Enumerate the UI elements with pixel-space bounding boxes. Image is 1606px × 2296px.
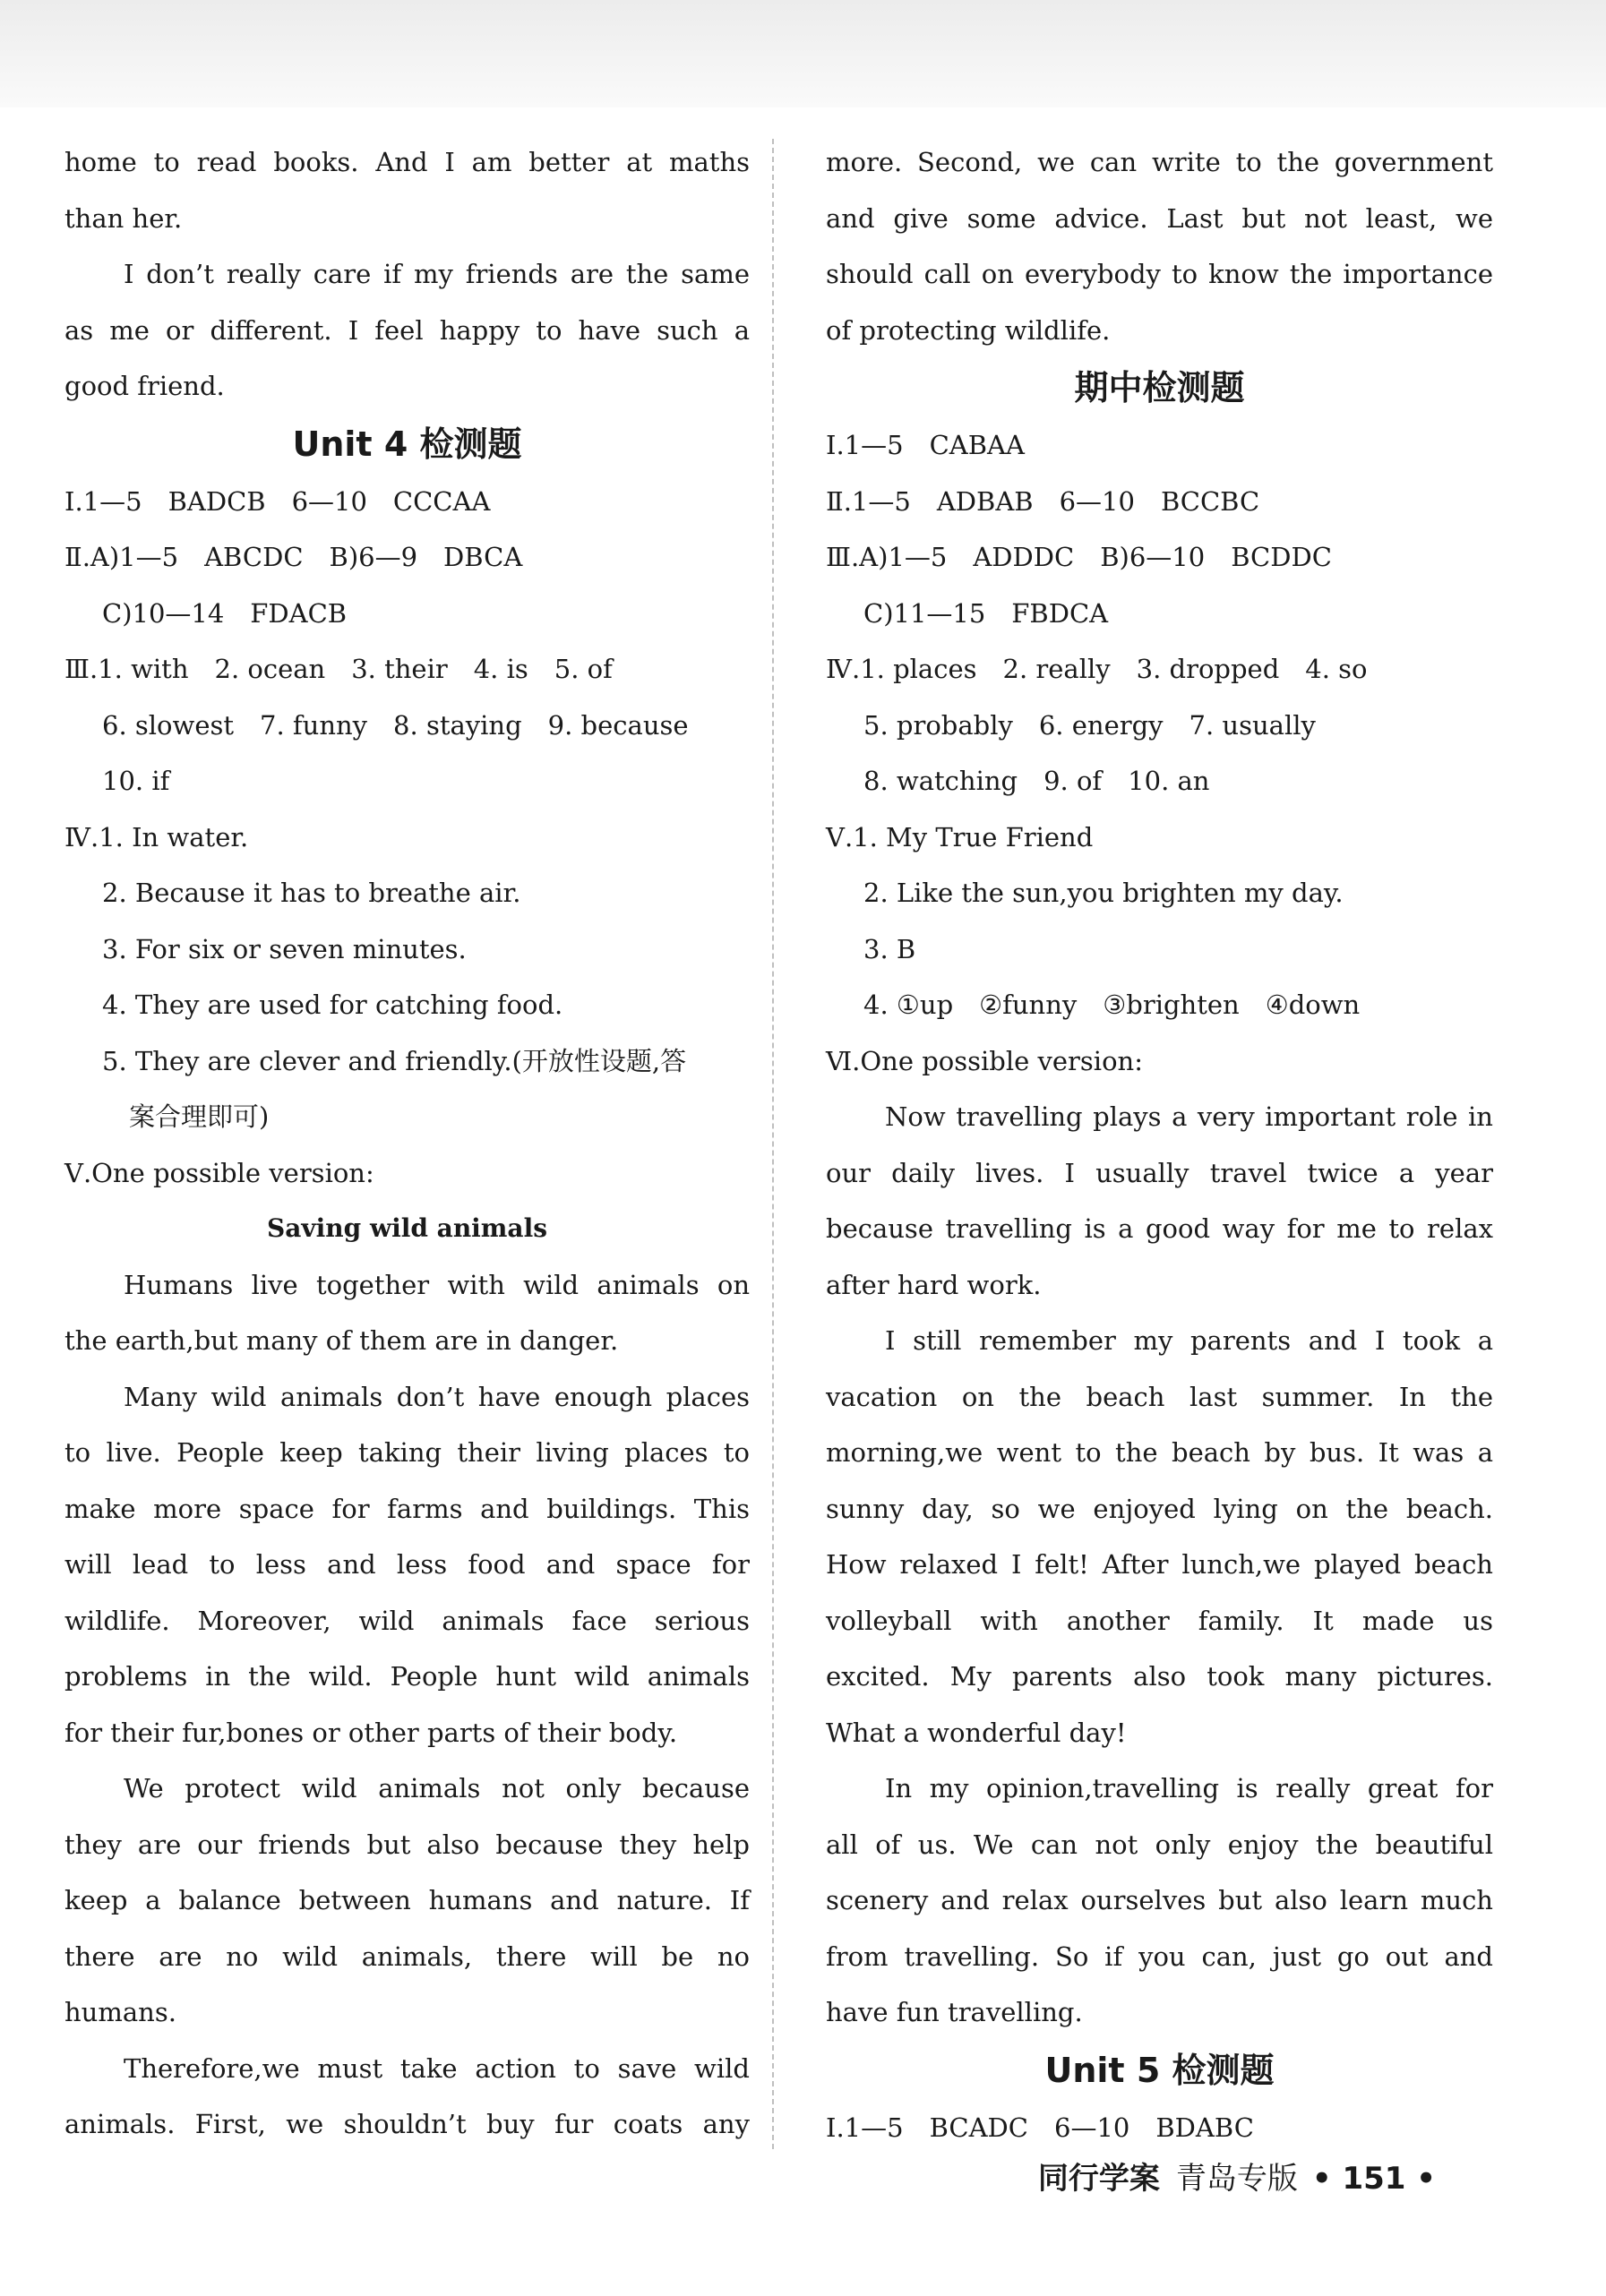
text-line: of protecting wildlife. (826, 314, 1111, 346)
essay-line: vacation on the beach last summer. In the (826, 1381, 1493, 1412)
essay-line: excited. My parents also took many pictures. (826, 1661, 1493, 1692)
essay-line: scenery and relax ourselves but also learn much (826, 1885, 1493, 1915)
essay-line: We protect wild animals not only because (124, 1773, 750, 1803)
answer-line: Ⅲ.1. with 2. ocean 3. their 4. is 5. of (64, 654, 613, 684)
answer-line: 4. ①up ②funny ③brighten ④down (863, 990, 1361, 1020)
essay-line: Many wild animals don’t have enough places (124, 1381, 750, 1412)
answer-line: C)11—15 FBDCA (863, 597, 1109, 629)
essay-line: there are no wild animals, there will be no (64, 1940, 750, 1972)
answer-line: Ⅱ.A)1—5 ABCDC B)6—9 DBCA (64, 542, 523, 572)
essay-line: our daily lives. I usually travel twice a year (826, 1157, 1493, 1188)
answer-line: Ⅴ.One possible version: (64, 1157, 374, 1188)
essay-line: they are our friends but also because they help (64, 1829, 750, 1860)
essay-line: humans. (64, 1997, 176, 2027)
answer-line: Ⅲ.A)1—5 ADDDC B)6—10 BCDDC (826, 542, 1332, 572)
answer-line: Ⅳ.1. In water. (64, 821, 249, 852)
page-top-shadow (0, 0, 1606, 107)
unit4-heading: Unit 4 检测题 (292, 424, 522, 464)
text-line: more. Second, we can write to the government (826, 147, 1493, 177)
answer-line: 2. Because it has to breathe air. (102, 878, 521, 908)
essay-line: sunny day, so we enjoyed lying on the beach. (826, 1493, 1493, 1524)
column-divider (772, 139, 776, 2149)
footer-edition: 青岛专版 (1175, 2161, 1298, 2197)
text-line: good friend. (64, 371, 225, 401)
answer-line: C)10—14 FDACB (102, 597, 348, 629)
answer-line: 8. watching 9. of 10. an (863, 766, 1210, 796)
text-line: should call on everybody to know the importance (826, 259, 1493, 289)
left-column (64, 134, 750, 2153)
answer-line: 4. They are used for catching food. (102, 990, 563, 1020)
essay-line: from travelling. So if you can, just go out and (826, 1940, 1493, 1972)
essay-line: What a wonderful day! (826, 1717, 1127, 1748)
essay-line: the earth,but many of them are in danger. (64, 1325, 619, 1356)
unit5-heading: Unit 5 检测题 (1044, 2050, 1275, 2090)
essay-line: will lead to less and less food and space for (64, 1549, 750, 1580)
answer-line: Ⅳ.1. places 2. really 3. dropped 4. so (826, 654, 1368, 684)
essay-line: Now travelling plays a very important role in (885, 1101, 1493, 1132)
text-line: I don’t really care if my friends are the same (124, 259, 750, 289)
essay-line: for their fur,bones or other parts of their body. (64, 1717, 678, 1748)
essay-line: morning,we went to the beach by bus. It was a (826, 1437, 1493, 1468)
answer-line: Ⅱ.1—5 ADBAB 6—10 BCCBC (826, 485, 1260, 517)
answer-line: Ⅰ.1—5 BCADC 6—10 BDABC (826, 2112, 1254, 2143)
essay-line: I still remember my parents and I took a (885, 1325, 1493, 1356)
essay-line: wildlife. Moreover, wild animals face serious (64, 1605, 750, 1636)
answer-line: 5. probably 6. energy 7. usually (863, 709, 1316, 741)
essay-line: In my opinion,travelling is really great for (885, 1773, 1493, 1803)
answer-line: Ⅵ.One possible version: (826, 1045, 1143, 1076)
essay-line: Therefore,we must take action to save wild (124, 2052, 750, 2084)
answer-line: 3. For six or seven minutes. (102, 933, 467, 964)
answer-line: Ⅰ.1—5 CABAA (826, 430, 1025, 460)
text-line: and give some advice. Last but not least, we (826, 202, 1493, 234)
page-number: • 151 • (1311, 2161, 1436, 2197)
essay-line: after hard work. (826, 1269, 1042, 1300)
essay-line: How relaxed I felt! After lunch,we played beach (826, 1549, 1493, 1580)
answer-line: 10. if (102, 766, 170, 796)
answer-line: 6. slowest 7. funny 8. staying 9. because (102, 709, 689, 741)
essay-line: problems in the wild. People hunt wild animals (64, 1661, 750, 1692)
answer-line: Ⅰ.1—5 BADCB 6—10 CCCAA (64, 485, 491, 517)
answer-line: 3. B (863, 933, 916, 964)
footer-brand: 同行学案 (1037, 2161, 1160, 2197)
essay-line: animals. First, we shouldn’t buy fur coats any (64, 2109, 750, 2139)
essay-line: because travelling is a good way for me to relax (826, 1213, 1493, 1244)
page-footer (1038, 2154, 1436, 2197)
text-line: home to read books. And I am better at maths (64, 147, 750, 177)
essay-line: have fun travelling. (826, 1997, 1083, 2027)
answer-line: 2. Like the sun,you brighten my day. (863, 878, 1344, 908)
essay-line: Humans live together with wild animals on (124, 1269, 750, 1300)
answer-line: 5. They are clever and friendly.(开放性设题,答 (102, 1045, 687, 1076)
essay-line: to live. People keep taking their living places to (64, 1437, 750, 1468)
midterm-heading: 期中检测题 (1074, 368, 1245, 407)
text-line: than her. (64, 202, 183, 234)
text-line: as me or different. I feel happy to have such a (64, 314, 750, 346)
essay-line: make more space for farms and buildings. This (64, 1493, 750, 1524)
essay-line: keep a balance between humans and nature. If (64, 1885, 750, 1915)
essay-title: Saving wild animals (267, 1213, 547, 1243)
right-column (826, 134, 1493, 2155)
essay-line: all of us. We can not only enjoy the beautiful (826, 1829, 1493, 1860)
answer-line: Ⅴ.1. My True Friend (826, 821, 1094, 852)
answer-line: 案合理即可) (129, 1101, 270, 1132)
essay-line: volleyball with another family. It made us (826, 1605, 1493, 1636)
